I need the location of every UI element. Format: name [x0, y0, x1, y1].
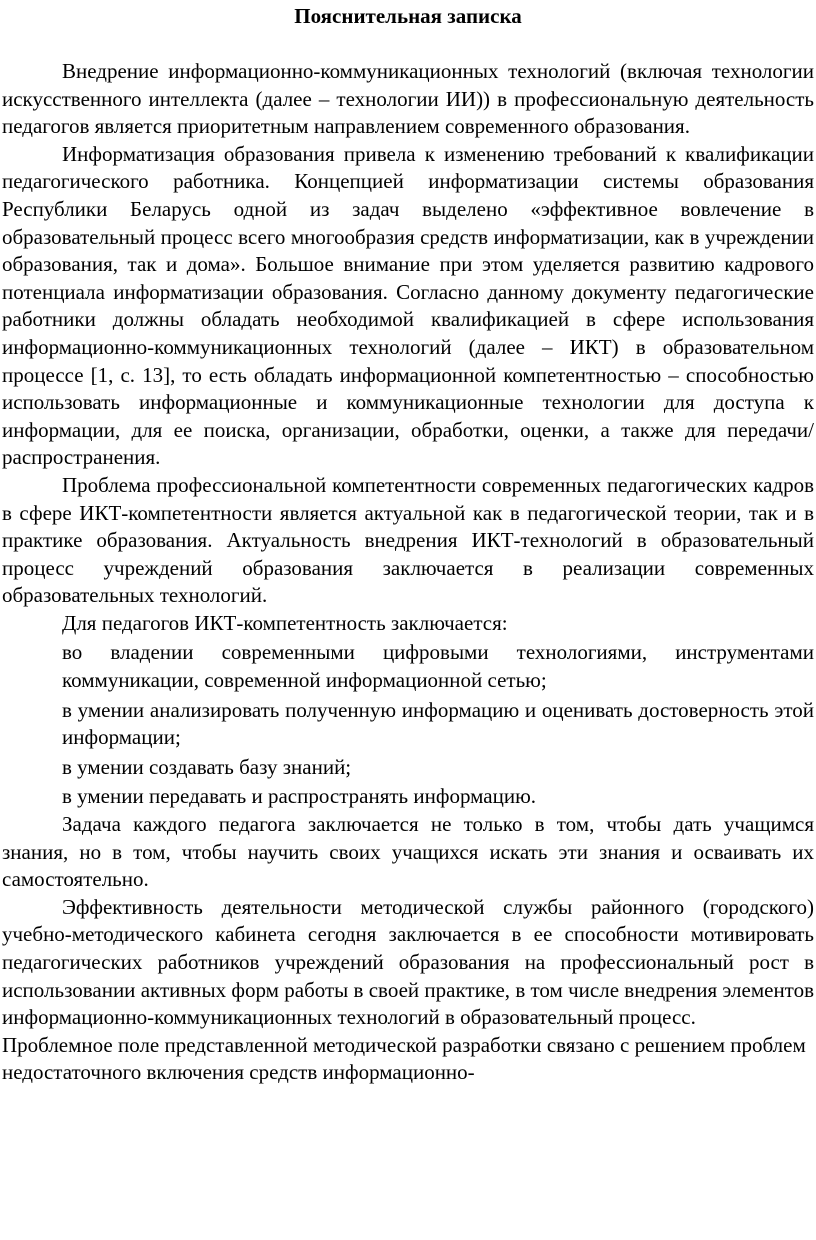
paragraph-intro: Внедрение информационно-коммуникационных технологий (включая технологии искусственного интеллекта (далее – технологии ИИ)) в профессиональную деятельность педагогов является приоритетным направлением современного образования.: [2, 59, 814, 139]
list-item: в умении передавать и распространять информацию.: [62, 784, 537, 809]
list-item: во владении современными цифровыми технологиями, инструментами коммуникации, современной информационной сетью;: [62, 640, 814, 693]
list-item: в умении анализировать полученную информацию и оценивать достоверность этой информации;: [62, 697, 814, 750]
paragraph-problem-field: Проблемное поле представленной методической разработки связано с решением проблем недостаточного включения средств информационно-: [2, 1032, 806, 1085]
paragraph-problem: Проблема профессиональной компетентности современных педагогических кадров в сфере ИКТ-компетентности является актуальной как в педагогической теории, так и в практике образования. Актуальность внедрения ИКТ-технологий в образовательный процесс учреждений образования заключается в реализации современных образовательных технологий.: [2, 472, 814, 608]
document-title: Пояснительная записка: [294, 4, 522, 28]
list-item: в умении создавать базу знаний;: [62, 754, 352, 779]
paragraph-effectiveness: Эффективность деятельности методической службы районного (городского) учебно-методического кабинета сегодня заключается в ее способности мотивировать педагогических работников учреждений образования на профессиональный рост в использовании активных форм работы в своей практике, в том числе внедрения элементов информационно-коммуникационных технологий в образовательный процесс.: [2, 894, 814, 1030]
list-intro: Для педагогов ИКТ-компетентность заключается:: [62, 610, 508, 635]
paragraph-teacher-task: Задача каждого педагога заключается не только в том, чтобы дать учащимся знания, но в том, чтобы научить своих учащихся искать эти знания и осваивать их самостоятельно.: [2, 812, 814, 892]
paragraph-informatization: Информатизация образования привела к изменению требований к квалификации педагогического работника. Концепцией информатизации системы образования Республики Беларусь одной из задач выделено «эффективное вовлечение в образовательный процесс всего многообразия средств информатизации, как в учреждении образования, так и дома». Большое внимание при этом уделяется развитию кадрового потенциала информатизации образования. Согласно данному документу педагогические работники должны обладать необходимой квалификацией в сфере использования информационно-коммуникационных технологий (далее – ИКТ) в образовательном процессе [1, с. 13], то есть обладать информационной компетентностью – способностью использовать информационные и коммуникационные технологии для доступа к информации, для ее поиска, организации, обработки, оценки, а также для передачи/распространения.: [2, 141, 814, 470]
